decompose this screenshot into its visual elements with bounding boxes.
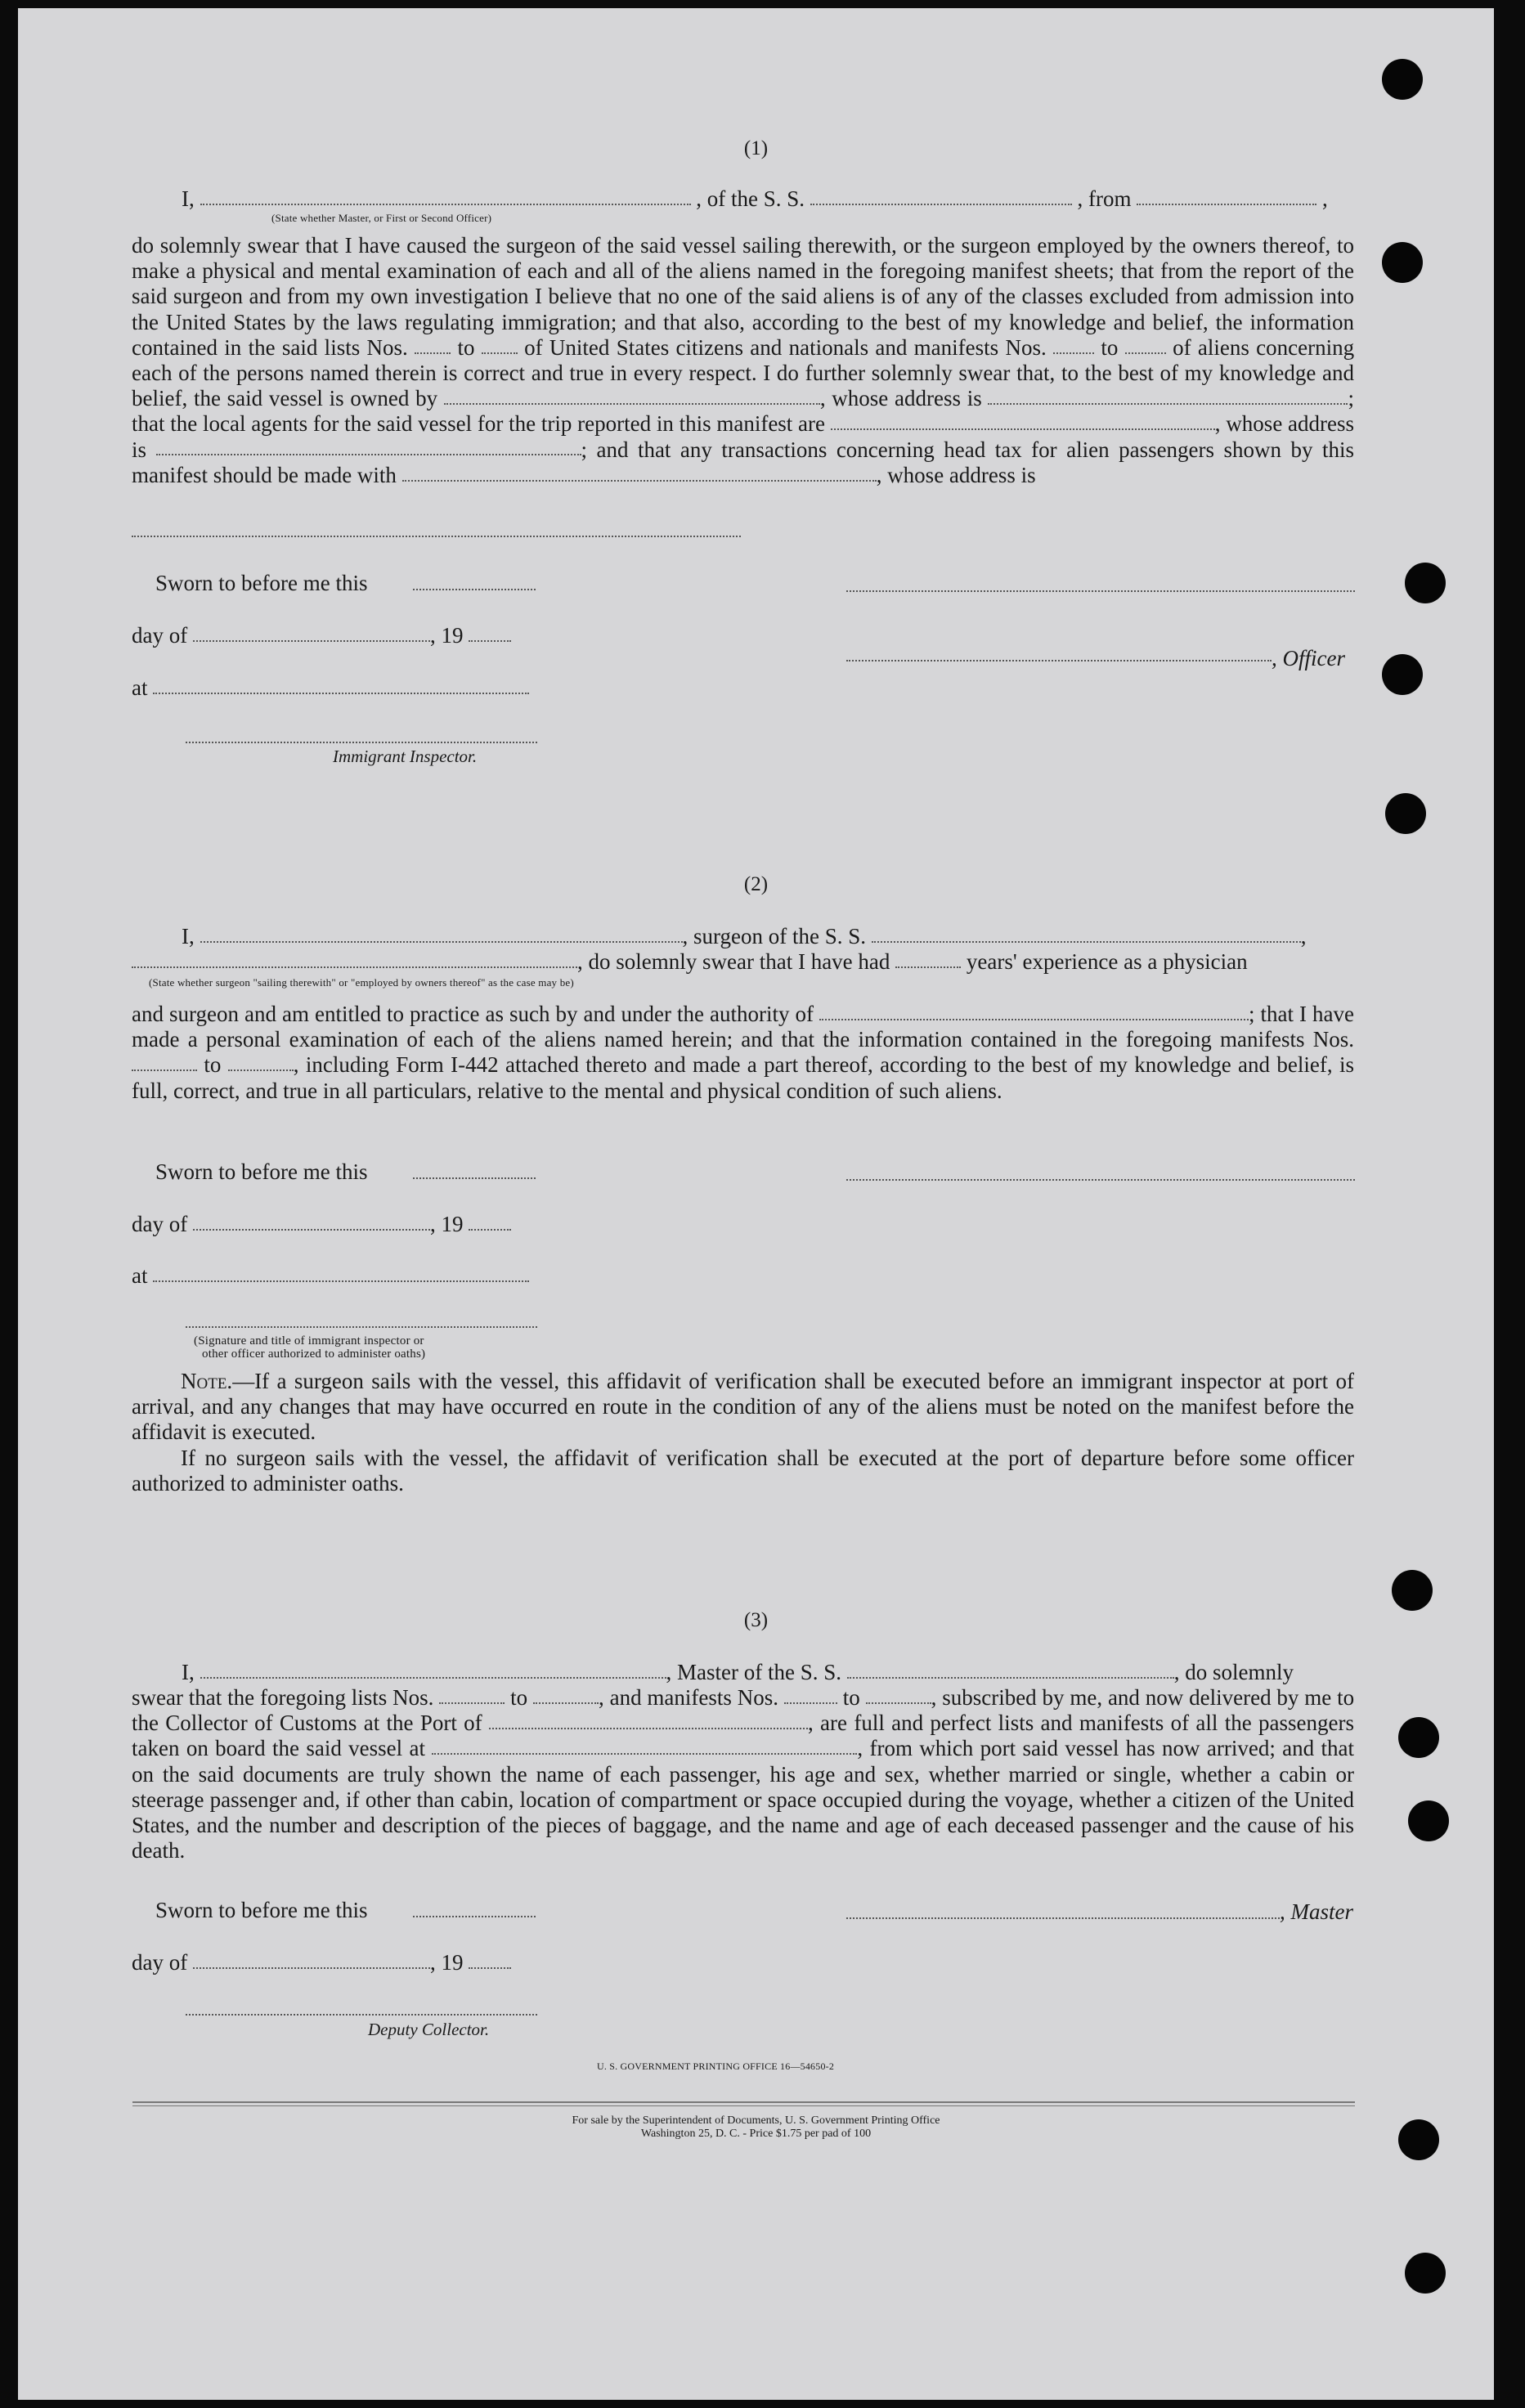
rank-field[interactable] [200,197,691,205]
section-2-heading: (2) [743,873,769,895]
section-1-body: do solemnly swear that I have caused the surgeon of the said vessel sailing therewith, or the surgeon employed by the owners thereof, to make a physical and mental examination of each and all of the aliens named in the foregoing manifest sheets; that from the report of the said surgeon and from my own investigation I believe that no one of the said aliens is of any of the classes excluded from admission into the United States by the laws regulating immigration; and that also, according to the best of my knowledge and belief, the information contained in the said lists Nos. to of United States citizens and nationals and manifests Nos. to of aliens concerning each of the persons named therein is correct and true in every respect. I do further solemnly swear that, to the best of my knowledge and belief, the said vessel is owned by , whose address is ; that the local agents for the said vessel for the trip reported in this manifest are , whose address is ; and that any transactions concerning head tax for alien passengers shown by this manifest should be made with , whose address is [132,233,1355,487]
manifests-to-field[interactable] [1125,346,1166,354]
from-label: , from [1077,186,1132,211]
oath-text: do solemnly swear that I have caused the surgeon of the said vessel sailing therewith, or the surgeon employed by the owners thereof, to make a physical and mental examination of each and all of the aliens named in the foregoing manifest sheets; that from the report of the said surgeon and from my own investigation I believe that no one of the said aliens is of any of the classes excluded from admission into the United States by the laws regulating immigration; and that also, according to the best of my knowledge and belief, the information contained in the said lists Nos. [132,233,1354,360]
at-label: at [132,675,148,700]
do-solemnly-label: , do solemnly [1173,1660,1294,1684]
whose-address-label: , whose address is [819,386,982,411]
port-field[interactable] [489,1721,808,1729]
lists-text: swear that the foregoing lists Nos. [132,1685,434,1710]
note-label: Note. [181,1369,233,1393]
surgeon-status-field[interactable] [132,960,577,968]
punch-hole [1382,59,1423,100]
swear-label: , do solemnly swear that I have had [577,949,890,974]
sworn-date-field[interactable] [413,1916,536,1917]
day-of-label: day of [132,1212,188,1236]
at-row [132,675,529,701]
sworn-label: Sworn to before me this [155,571,368,595]
citizens-text: of United States citizens and nationals and manifests Nos. [524,334,1047,360]
whose-address-label: , whose address is [876,462,1036,487]
to-label: to [457,334,475,360]
years-label: years' experience as a physician [966,949,1248,974]
surgeon-of-label: , surgeon of the S. S. [682,924,867,948]
manifests-to-field[interactable] [866,1696,931,1704]
subscribed-text: , subscribed by me, and now delivered by me to the Collector of Customs at the Port of [132,1685,1355,1736]
at-place-field[interactable] [153,1274,529,1282]
punch-hole [1405,2253,1446,2294]
note-text: —If a surgeon sails with the vessel, this affidavit of verification shall be executed before an immigrant inspector at port of arrival, and any changes that may have occurred en route in the condition of any of the aliens must be noted on the manifest before the affidavit is executed. [132,1369,1354,1445]
punch-hole [1382,654,1423,695]
sworn-label: Sworn to before me this [155,1898,368,1922]
month-field[interactable] [193,1961,430,1969]
sworn-date-field[interactable] [413,589,536,590]
i-label: I, [182,186,195,211]
surgeon-signature-line[interactable] [846,1179,1355,1181]
manifests-from-field[interactable] [1053,346,1094,354]
to-label: to [1101,334,1119,360]
authority-text: and surgeon and am entitled to practice as such by and under the authority of [132,1002,814,1026]
officer-signature-line-1[interactable] [846,590,1355,592]
day-of-label: day of [132,1950,188,1975]
owner-field[interactable] [444,397,820,405]
year-field[interactable] [469,1222,511,1231]
rank-note: (State whether Master, or First or Second Officer) [271,212,492,224]
deputy-collector-label: Deputy Collector. [368,2020,490,2039]
examination-text: ; that I have made a personal examination of each of the aliens named herein; and that the information contained in the foregoing manifests Nos. [132,1002,1355,1052]
declaration-text: , from which port said vessel has now arrived; and that on the said documents are truly shown the name of each passenger, his age and sex, whether married or single, whether a cabin or steerage passenger and, if other than cabin, location of compartment or space occupied during the voyage, whether a citizen of the United States, and the number and description of the pieces of baggage, and the name and age of each deceased passenger and the cause of his death. [132,1736,1354,1863]
punch-hole [1408,1800,1449,1841]
year-label: , 19 [429,1212,464,1236]
section-3-body [132,1685,1354,1863]
sworn-label: Sworn to before me this [155,1159,368,1184]
at-label: at [132,1263,148,1288]
day-of-row [132,1950,511,1975]
year-field[interactable] [469,1961,511,1969]
address-field-line[interactable] [132,536,741,537]
punch-hole [1405,563,1446,603]
master-name-field[interactable] [200,1670,666,1679]
master-signature-line[interactable] [846,1917,1280,1919]
vessel-name-field[interactable] [847,1670,1174,1679]
vessel-name-field[interactable] [810,197,1072,205]
surgeon-status-note: (State whether surgeon "sailing therewith" or "employed by owners thereof" as the case may be) [149,976,574,989]
collector-signature-line[interactable] [186,2014,537,2016]
section-2-body [132,1002,1354,1104]
agents-address-field[interactable] [156,447,581,455]
to-label: to [204,1052,222,1078]
to-label: to [842,1685,860,1710]
manifests-to-field[interactable] [228,1063,294,1071]
punch-hole [1385,793,1426,834]
owned-by-text: of aliens concerning each of the persons named therein is correct and true in every respect. I do further solemnly swear that, to the best of my knowledge and belief, the said vessel is owned by [132,334,1355,411]
printer-imprint: U. S. GOVERNMENT PRINTING OFFICE 16—54650-2 [597,2060,835,2072]
from-port-field[interactable] [1137,197,1316,205]
note-text-2: If no surgeon sails with the vessel, the affidavit of verification shall be executed at the port of departure before some officer authorized to administer oaths. [132,1445,1354,1495]
embark-port-field[interactable] [432,1747,857,1755]
to-label: to [510,1685,528,1710]
immigrant-inspector-label: Immigrant Inspector. [333,747,478,766]
lists-from-field[interactable] [439,1696,505,1704]
manifests-from-field[interactable] [784,1696,837,1704]
head-tax-agent-field[interactable] [402,473,877,482]
officer-signature-line-2[interactable] [846,660,1272,661]
inspector-signature-line[interactable] [186,1326,537,1328]
year-field[interactable] [469,634,511,642]
manifests-label: , and manifests Nos. [599,1685,779,1710]
i-label: I, [182,924,195,948]
i-label: I, [182,1660,195,1684]
owner-address-field[interactable] [988,397,1348,405]
manifests-from-field[interactable] [132,1063,197,1071]
lists-to-field[interactable] [482,346,518,354]
sworn-date-field[interactable] [413,1177,536,1179]
inspector-signature-line[interactable] [186,742,537,743]
section-3-heading: (3) [743,1609,769,1631]
signature-note-1: (Signature and title of immigrant inspector or [194,1334,424,1347]
local-agents-text: ; that the local agents for the said vessel for the trip reported in this manifest are [132,386,1354,437]
section-2-line-1 [182,924,1307,949]
officer-label: , Officer [1272,646,1345,670]
surgeon-name-field[interactable] [200,935,683,943]
footer-rule [132,2105,1355,2106]
comma: , [1300,924,1307,948]
comma: , [1322,186,1328,211]
punch-hole [1392,1570,1433,1611]
lists-from-field[interactable] [415,346,451,354]
section-2-note [132,1369,1354,1496]
lists-to-field[interactable] [533,1696,599,1704]
footer-line-1: For sale by the Superintendent of Documents, U. S. Government Printing Office [572,2114,940,2127]
form-page [18,8,1494,2400]
punch-hole [1398,1717,1439,1758]
master-label: , Master [1280,1899,1353,1924]
section-3-line-1 [182,1660,1294,1685]
signature-note-2: other officer authorized to administer oaths) [202,1347,426,1361]
year-label: , 19 [429,1950,464,1975]
local-agents-field[interactable] [831,422,1215,430]
are-full-text: , are full and perfect lists and manifests of all the passengers taken on board the said vessel at [132,1711,1354,1761]
at-place-field[interactable] [153,686,529,694]
footer-line-2: Washington 25, D. C. - Price $1.75 per pad of 100 [640,2128,872,2140]
year-label: , 19 [429,623,464,648]
section-1-heading: (1) [743,137,769,159]
of-ss-label: , of the S. S. [696,186,805,211]
head-tax-text: ; and that any transactions concerning head tax for alien passengers shown by this manifest should be made with [132,437,1355,487]
footer-rule [132,2101,1355,2103]
day-of-row [132,1212,511,1237]
section-2-line-2 [132,949,1248,975]
years-field[interactable] [895,960,961,968]
at-row [132,1263,529,1289]
day-of-row [132,623,511,648]
month-field[interactable] [193,1222,430,1231]
correctness-text: , including Form I-442 attached thereto and made a part thereof, according to the best of my knowledge and belief, is full, correct, and true in all particulars, relative to the mental and physical condition of such aliens. [132,1052,1355,1103]
section-1-line-1 [182,186,1328,212]
authority-field[interactable] [819,1012,1249,1020]
month-field[interactable] [193,634,430,642]
punch-hole [1382,242,1423,283]
day-of-label: day of [132,623,188,648]
vessel-name-field[interactable] [872,935,1301,943]
master-of-label: , Master of the S. S. [666,1660,841,1684]
